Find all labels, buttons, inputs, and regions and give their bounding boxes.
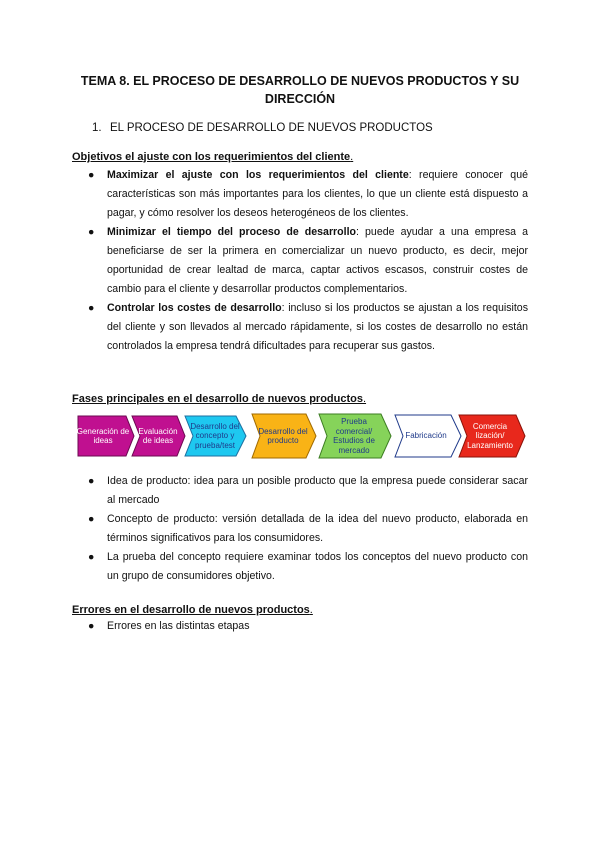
section-heading — [92, 122, 433, 134]
errores-heading — [72, 604, 313, 616]
bullet-icon: ● — [88, 551, 95, 563]
objetivos-heading — [72, 151, 353, 163]
list-item — [88, 548, 528, 586]
phase-label-3: Desarrollo del concepto y prueba/test — [190, 421, 240, 450]
objetivos-list — [88, 166, 528, 356]
bullet-icon: ● — [88, 475, 95, 487]
phase-label-5: Prueba comercial/ Estudios de mercado — [333, 417, 375, 455]
phases-diagram — [76, 412, 526, 460]
heading-period: . — [350, 151, 354, 163]
list-item — [88, 299, 528, 356]
title-line-2: DIRECCIÓN — [264, 92, 336, 106]
item-bold-text: Controlar los costes de desarrollo — [107, 302, 282, 314]
errores-heading-text: Errores en el desarrollo de nuevos productos — [72, 604, 310, 616]
list-item — [88, 223, 528, 299]
heading-period: . — [309, 604, 313, 616]
bullet-icon: ● — [88, 169, 95, 181]
item-text: Idea de producto: idea para un posible producto que la empresa puede considerar sacar al mercado — [107, 475, 528, 506]
phase-label-2: Evaluación de ideas — [138, 426, 178, 445]
phase-label-1: Generación de ideas — [76, 426, 130, 445]
item-text: Errores en las distintas etapas — [107, 620, 250, 632]
phase-label-4: Desarrollo del producto — [258, 426, 308, 445]
item-text: : requiere conocer qué características son más importantes para los clientes, lo que un cliente está dispuesto a pagar, y cómo resolver los deseos heterogéneos de los clientes. — [107, 169, 528, 219]
phase-label-6: Fabricación — [405, 431, 447, 441]
errores-list — [88, 617, 528, 636]
item-bold-text: Minimizar el tiempo del proceso de desarrollo — [107, 226, 357, 238]
title-line-1: TEMA 8. EL PROCESO DE DESARROLLO DE NUEVOS PRODUCTOS Y SU — [80, 74, 520, 88]
bullet-icon: ● — [88, 226, 95, 238]
list-item — [88, 166, 528, 223]
item-text: La prueba del concepto requiere examinar todos los conceptos del nuevo producto con un grupo de consumidores objetivo. — [107, 551, 528, 582]
heading-period: . — [362, 393, 367, 405]
section-number: 1. — [92, 122, 102, 134]
item-bold-text: Maximizar el ajuste con los requerimientos del cliente — [107, 169, 409, 181]
fases-list — [88, 472, 528, 586]
list-item — [88, 617, 528, 636]
bullet-icon: ● — [88, 302, 95, 314]
objetivos-heading-text: Objetivos el ajuste con los requerimientos del cliente — [72, 151, 351, 163]
phase-label-7: Comercia lización/ Lanzamiento — [467, 421, 513, 450]
list-item — [88, 472, 528, 510]
item-text: : puede ayudar a una empresa a beneficiarse de ser la primera en comercializar un nuevo producto, es decir, mejor oportunidad de crear lealtad de marca, captar activos escasos, construir costes de cambio para el cliente y desarrollar productos complementarios. — [107, 226, 528, 295]
bullet-icon: ● — [88, 620, 95, 632]
page-title — [70, 72, 530, 108]
fases-heading — [72, 393, 366, 405]
bullet-icon: ● — [88, 513, 95, 525]
list-item — [88, 510, 528, 548]
item-text: Concepto de producto: versión detallada de la idea del nuevo producto, elaborada en términos significativos para los consumidores. — [107, 513, 528, 544]
section-label: EL PROCESO DE DESARROLLO DE NUEVOS PRODUCTOS — [110, 122, 433, 134]
fases-heading-text: Fases principales en el desarrollo de nuevos productos — [72, 393, 363, 405]
item-text: : incluso si los productos se ajustan a los requisitos del cliente y son llevados al mercado rápidamente, si los costes de desarrollo no están controlados la empresa tendrá dificultades para recuperar sus gastos. — [107, 302, 528, 352]
